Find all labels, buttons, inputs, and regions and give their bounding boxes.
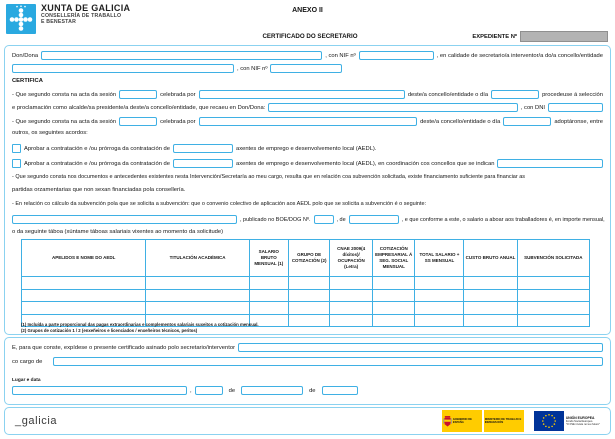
check2-label-b: axentes de emprego e desenvolvemento local (AEDL), en coordinación cos concellos que se indican xyxy=(235,160,495,167)
boe-number-field[interactable] xyxy=(314,215,334,224)
row-check-1 xyxy=(12,144,603,153)
date-de-2: de xyxy=(309,387,316,394)
table-cell[interactable] xyxy=(330,277,373,290)
certifica-heading: CERTIFICA xyxy=(12,78,43,84)
expediente-label: EXPEDIENTE Nº xyxy=(472,33,517,40)
row-proclamacion xyxy=(12,103,603,112)
acta2-label-b: celebrada por xyxy=(160,118,196,125)
check2-count-field[interactable] xyxy=(173,159,233,168)
row-check-2 xyxy=(12,159,603,168)
ministerio-label: MINISTERIO DE TRABAJO E INMIGRACIÓN xyxy=(484,417,522,424)
table-cell[interactable] xyxy=(517,277,589,290)
conste-label: E, para que conste, expídese o presente certificado asinado polo secretario/interventor xyxy=(12,344,235,351)
table-row xyxy=(22,289,590,302)
eu-text-block xyxy=(566,416,600,427)
dni-label: , con DNI xyxy=(520,104,545,111)
nif-field-2[interactable] xyxy=(270,64,342,73)
gobierno-label: GOBIERNO DE ESPAÑA xyxy=(452,417,472,424)
table-row xyxy=(22,277,590,290)
brand-name: XUNTA DE GALICIA xyxy=(41,3,131,13)
acta1-label-a: - Que segundo consta na acta da sesión xyxy=(12,91,117,98)
footnote-2: (2) Grupos de cotización 1 / 2 (enxeñeiros e licenciados / enxeñeiros técnicos, peritos) xyxy=(21,328,198,333)
month-field[interactable] xyxy=(241,386,303,395)
eu-logo-group xyxy=(534,411,600,431)
closing-panel xyxy=(4,337,611,405)
date-de-1: de xyxy=(228,387,236,394)
table-header-cell: SALARIO BRUTO MENSUAL (1) xyxy=(249,240,288,277)
table-cell[interactable] xyxy=(249,302,288,315)
table-cell[interactable] xyxy=(22,302,146,315)
table-cell[interactable] xyxy=(517,289,589,302)
table-header-cell: APELIDOS E NOME DO AEDL xyxy=(22,240,146,277)
table-cell[interactable] xyxy=(249,277,288,290)
row-acta-2 xyxy=(12,117,603,126)
table-cell[interactable] xyxy=(146,289,249,302)
year-field[interactable] xyxy=(322,386,358,395)
row-financiamento-1 xyxy=(12,174,603,180)
row-entidade xyxy=(12,64,603,73)
table-cell[interactable] xyxy=(464,302,517,315)
table-cell[interactable] xyxy=(146,277,249,290)
table-cell[interactable] xyxy=(330,289,373,302)
table-header-cell: GRUPO DE COTIZACIÓN (2) xyxy=(288,240,329,277)
acta1-label-d: procedeuse á selección xyxy=(542,91,603,98)
footer-logos xyxy=(442,410,600,432)
row-convenio xyxy=(12,201,603,207)
table-header-cell: CNAE 2009(4 díxitos)/ OCUPACIÓN (Letra) xyxy=(330,240,373,277)
taboa-label: o da seguinte táboa (xúntame táboas salariais vixentes ao momento da solicitude) xyxy=(12,229,224,235)
row-cargo xyxy=(12,357,603,366)
name-field[interactable] xyxy=(41,51,322,60)
main-certificate-panel xyxy=(4,45,611,335)
lugar-e-data-label: Lugar e data xyxy=(12,378,41,383)
check1-count-field[interactable] xyxy=(173,144,233,153)
check2-label-a: Aprobar a contratación e /ou prórroga da contratación de xyxy=(24,160,170,167)
boe-label-b: , de xyxy=(336,216,346,223)
boe-label-a: , publicado no BOE/DOG Nº. xyxy=(240,216,311,223)
aedl-table-body xyxy=(22,277,590,327)
boe-label-c: , e que conforme a este, o salario a aboar aos traballadores é, en importe mensual, xyxy=(401,216,605,223)
row-taboa xyxy=(12,229,603,235)
financiamento-text-1: - Que segundo consta nos documentos e antecedentes existentes nesta Intervención/Secretaría ao meu cargo, resulta que en relación coa subvención solicitada, existe financiamento suficiente para financiar as xyxy=(12,174,526,180)
eu-flag-icon xyxy=(534,411,564,431)
table-cell[interactable] xyxy=(22,289,146,302)
row-date xyxy=(12,386,603,395)
table-cell[interactable] xyxy=(415,277,464,290)
certificate-title: CERTIFICADO DO SECRETARIO xyxy=(262,33,358,40)
table-cell[interactable] xyxy=(249,289,288,302)
calidade-label: , en calidade de secretario/a interventor/a do/a concello/entidade xyxy=(436,52,603,59)
table-cell[interactable] xyxy=(464,289,517,302)
table-header-cell: CUSTO BRUTO ANUAL xyxy=(464,240,517,277)
entidade-field[interactable] xyxy=(12,64,234,73)
acta2-label-d: adoptáronse, entre xyxy=(554,118,603,125)
dni-field[interactable] xyxy=(548,103,603,112)
gobierno-de-espana-logo xyxy=(442,410,482,432)
approval-checkbox-2[interactable] xyxy=(12,159,21,168)
expediente-number-field[interactable] xyxy=(520,31,608,42)
row-certifica xyxy=(12,78,603,84)
table-cell[interactable] xyxy=(288,277,329,290)
eu-subtitle-2: "O FSE inviste no teu futuro" xyxy=(565,423,600,427)
department-line-2: E BENESTAR xyxy=(41,18,77,25)
row-dondona xyxy=(12,51,603,60)
acta1-sesion-field[interactable] xyxy=(119,90,157,99)
table-header-cell: TITULACIÓN ACADÉMICA xyxy=(146,240,249,277)
nif-label-1: , con NIF nº xyxy=(325,52,356,59)
acta2-sesion-field[interactable] xyxy=(119,117,157,126)
table-cell[interactable] xyxy=(372,289,415,302)
convenio-field[interactable] xyxy=(12,215,237,224)
boe-date-field[interactable] xyxy=(349,215,399,224)
table-cell[interactable] xyxy=(288,289,329,302)
acta1-celebrada-field[interactable] xyxy=(199,90,405,99)
table-cell[interactable] xyxy=(22,277,146,290)
acta1-dia-field[interactable] xyxy=(491,90,539,99)
nif-field-1[interactable] xyxy=(359,51,434,60)
table-cell[interactable] xyxy=(146,302,249,315)
row-financiamento-2 xyxy=(12,187,603,193)
aedl-table-head xyxy=(22,240,590,277)
secretario-field[interactable] xyxy=(238,343,603,352)
table-cell[interactable] xyxy=(330,302,373,315)
row-acordos xyxy=(12,130,603,136)
footer-panel xyxy=(4,407,611,435)
table-row xyxy=(22,302,590,315)
check1-label-b: axentes de emprego e desenvolvemento local (AEDL). xyxy=(235,145,377,152)
acta2-label-c: deste/a concello/entidade o día xyxy=(420,118,501,125)
alcalde-name-field[interactable] xyxy=(268,103,518,112)
table-cell[interactable] xyxy=(415,289,464,302)
approval-checkbox-1[interactable] xyxy=(12,144,21,153)
table-header-cell: COTIZACIÓN EMPRESARIAL Á SEG. SOCIAL MENSUAL xyxy=(372,240,415,277)
spain-coat-of-arms-icon xyxy=(443,415,452,428)
row-conste xyxy=(12,343,603,352)
table-cell[interactable] xyxy=(415,302,464,315)
table-header-cell: SUBVENCIÓN SOLICITADA xyxy=(517,240,589,277)
lugar-field[interactable] xyxy=(12,386,187,395)
eu-subtitle-1: Fondo Social Europeo xyxy=(565,419,593,423)
acta1-label-b: celebrada por xyxy=(160,91,196,98)
dondona-label: Don/Dona xyxy=(12,52,39,59)
acta2-dia-field[interactable] xyxy=(503,117,551,126)
acordos-label: outros, os seguintes acordos: xyxy=(12,130,88,136)
proclamacion-label: e proclamación como alcalde/sa presidente/a deste/a concello/entidade, que recaeu en Don/Dona: xyxy=(12,104,266,111)
footnote-1: (1) Incluída a parte proporcional das pagas extraordinarias e complementos salariais suxeitos a cotización mensual. xyxy=(21,322,259,327)
ministerio-logo xyxy=(484,410,524,432)
table-cell[interactable] xyxy=(288,302,329,315)
date-comma: , xyxy=(190,387,192,394)
galicia-logo: _galicia xyxy=(15,415,58,427)
eu-title: UNIÓN EUROPEA xyxy=(565,415,595,420)
row-acta-1 xyxy=(12,90,603,99)
row-boe xyxy=(12,215,603,224)
check1-label-a: Aprobar a contratación e /ou prórroga da contratación de xyxy=(24,145,170,152)
annex-title: ANEXO II xyxy=(292,7,323,14)
table-cell[interactable] xyxy=(517,302,589,315)
check2-concellos-field[interactable] xyxy=(497,159,603,168)
aedl-salary-table xyxy=(21,239,590,327)
acta1-label-c: deste/a concello/entidade o día xyxy=(407,91,489,98)
table-cell[interactable] xyxy=(464,277,517,290)
nif-label-2: , con NIF nº xyxy=(237,65,268,72)
day-field[interactable] xyxy=(195,386,223,395)
table-cell[interactable] xyxy=(372,277,415,290)
convenio-text: - En relación co cálculo da subvención pola que se solicita a subvención: que o convenio colectivo de aplicación aos AEDL polo que se solicita a subvención é o seguinte: xyxy=(12,201,427,207)
table-cell[interactable] xyxy=(372,302,415,315)
table-header-cell: TOTAL SALARIO + SS MENSUAL xyxy=(415,240,464,277)
department-line-1: CONSELLERÍA DE TRABALLO xyxy=(41,12,122,19)
acta2-label-a: - Que segundo consta na acta da sesión xyxy=(12,118,117,125)
acta2-celebrada-field[interactable] xyxy=(199,117,418,126)
cargo-label: co cargo de xyxy=(12,358,43,365)
expediente-group xyxy=(472,31,608,42)
financiamento-text-2: partidas orzamentarias que non sexan financiadas pola consellería. xyxy=(12,187,186,193)
cargo-field[interactable] xyxy=(53,357,603,366)
